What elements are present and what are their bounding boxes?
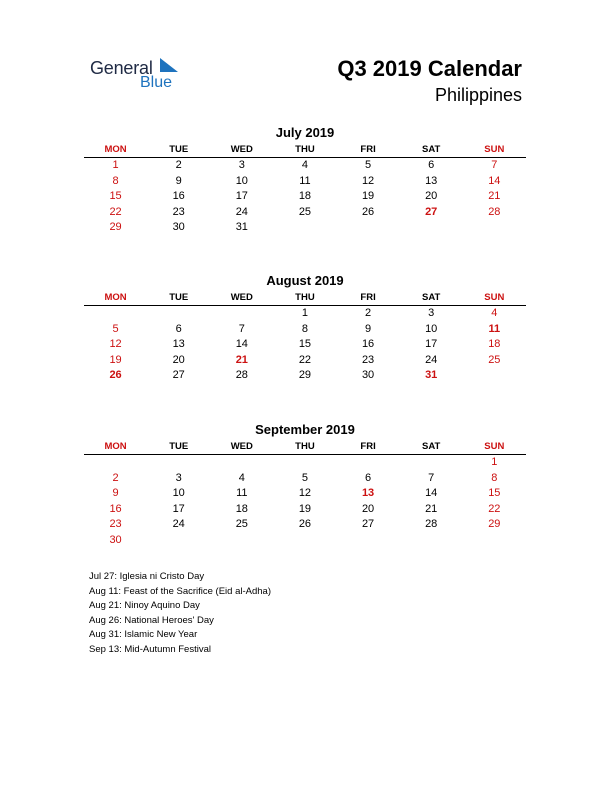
day-cell: 22	[298, 353, 312, 366]
day-cell: 2	[112, 471, 119, 484]
weekday-label: MON	[104, 292, 127, 303]
day-cell: 15	[488, 487, 501, 500]
weekday-label: THU	[295, 441, 315, 452]
day-cell: 15	[298, 338, 312, 351]
day-cell: 5	[301, 471, 308, 484]
day-cell	[463, 368, 526, 384]
day-cell	[337, 533, 400, 549]
day-cell: 13	[172, 338, 185, 351]
weekday-label: TUE	[169, 292, 189, 303]
day-cell: 3	[238, 159, 245, 171]
day-cell: 20	[425, 190, 438, 203]
holiday-day-cell: 26	[109, 369, 122, 382]
holiday-list-item: Aug 11: Feast of the Sacrifice (Eid al-Adha)	[89, 585, 271, 597]
day-cell	[337, 455, 400, 471]
day-cell: 16	[172, 190, 185, 203]
weekday-label: SAT	[422, 144, 441, 155]
weekday-label: FRI	[360, 292, 376, 303]
day-cell: 19	[298, 502, 312, 515]
day-cell: 14	[488, 174, 501, 187]
holiday-list-item: Aug 21: Ninoy Aquino Day	[89, 600, 200, 611]
day-cell: 12	[361, 174, 375, 187]
day-cell: 9	[112, 487, 119, 500]
month-august	[84, 273, 526, 384]
day-cell: 6	[175, 322, 182, 335]
day-cell: 27	[361, 518, 375, 531]
day-cell: 26	[361, 205, 375, 218]
day-cell	[147, 455, 210, 471]
weekday-label: THU	[295, 292, 315, 303]
weekday-label: WED	[230, 292, 253, 303]
day-cell	[84, 306, 147, 322]
weekday-label: SAT	[422, 292, 441, 303]
day-cell: 7	[428, 471, 435, 484]
day-cell: 12	[109, 338, 122, 351]
day-cell: 29	[298, 369, 312, 382]
weekday-label: SUN	[484, 292, 505, 303]
country-name: Philippines	[434, 85, 522, 105]
day-cell: 4	[301, 159, 308, 171]
day-cell: 19	[109, 353, 122, 366]
day-cell: 26	[298, 518, 312, 531]
day-cell: 8	[301, 322, 308, 335]
weekday-label: SAT	[422, 441, 441, 452]
day-cell: 22	[488, 502, 501, 515]
day-cell: 14	[235, 338, 248, 351]
day-cell: 23	[109, 518, 122, 531]
day-cell: 29	[109, 221, 122, 234]
day-cell: 12	[298, 487, 312, 500]
day-cell: 2	[175, 159, 182, 171]
day-cell	[273, 533, 336, 549]
day-cell	[463, 220, 526, 236]
day-cell: 19	[361, 190, 375, 203]
day-cell: 2	[365, 307, 372, 319]
weekday-label: TUE	[169, 441, 189, 452]
day-cell	[463, 533, 526, 549]
weekday-label: FRI	[360, 441, 376, 452]
month-july	[84, 125, 526, 236]
month-title: July 2019	[275, 125, 335, 140]
page-title: Q3 2019 Calendar	[337, 56, 522, 81]
weekday-header-row	[84, 143, 526, 158]
day-cell	[273, 220, 336, 236]
weekday-label: MON	[104, 144, 127, 155]
holiday-list-item: Aug 31: Islamic New Year	[89, 629, 198, 640]
day-cell: 25	[235, 518, 248, 531]
day-cell: 15	[109, 190, 122, 203]
day-cell: 21	[488, 190, 501, 203]
weekday-label: SUN	[484, 144, 505, 155]
day-cell: 6	[365, 471, 372, 484]
day-cell: 3	[428, 307, 435, 319]
day-cell: 4	[238, 471, 245, 484]
weekday-label: WED	[230, 441, 253, 452]
holiday-day-cell: 27	[425, 205, 438, 218]
month-september	[84, 422, 526, 549]
day-grid	[84, 306, 526, 384]
weekday-label: WED	[230, 144, 253, 155]
day-cell: 23	[172, 205, 185, 218]
logo-blue-text: Blue	[140, 74, 173, 91]
day-cell: 18	[298, 190, 312, 203]
weekday-header-row	[84, 291, 526, 306]
day-cell: 10	[235, 174, 248, 187]
day-cell: 28	[425, 518, 438, 531]
day-cell: 30	[361, 369, 375, 382]
day-cell	[210, 455, 273, 471]
day-cell: 4	[491, 307, 498, 319]
holiday-list-item: Sep 13: Mid-Autumn Festival	[89, 643, 211, 655]
month-title: September 2019	[255, 422, 355, 437]
day-cell: 24	[235, 205, 248, 218]
day-cell: 20	[361, 502, 375, 515]
day-cell: 30	[109, 533, 122, 546]
weekday-label: MON	[104, 441, 127, 452]
holiday-list-item: Jul 27: Iglesia ni Cristo Day	[89, 571, 205, 582]
day-cell	[400, 220, 463, 236]
weekday-label: SUN	[484, 441, 505, 452]
day-cell: 22	[109, 205, 122, 218]
day-cell: 18	[235, 502, 248, 515]
day-cell: 9	[365, 322, 372, 335]
holiday-day-cell: 21	[235, 353, 248, 366]
day-cell: 10	[172, 487, 185, 500]
day-cell: 6	[428, 159, 435, 171]
day-cell: 18	[488, 338, 501, 351]
day-grid	[84, 455, 526, 549]
day-cell: 28	[488, 205, 501, 218]
day-cell: 7	[491, 159, 498, 171]
day-cell: 3	[175, 471, 182, 484]
day-cell: 1	[112, 159, 119, 171]
day-cell: 16	[109, 502, 122, 515]
day-cell: 20	[172, 353, 185, 366]
day-cell: 13	[425, 174, 438, 187]
day-cell	[400, 533, 463, 549]
day-cell: 21	[425, 502, 438, 515]
day-cell: 25	[488, 353, 501, 366]
day-cell	[210, 533, 273, 549]
day-cell: 8	[112, 174, 119, 187]
day-grid	[84, 158, 526, 236]
day-cell: 29	[488, 518, 501, 531]
day-cell: 1	[491, 456, 498, 468]
holiday-list	[89, 570, 271, 657]
day-cell: 5	[365, 159, 372, 171]
day-cell: 1	[301, 307, 308, 319]
day-cell: 31	[235, 221, 248, 234]
day-cell: 9	[175, 174, 182, 187]
day-cell: 23	[361, 353, 375, 366]
holiday-day-cell: 11	[488, 322, 501, 335]
day-cell	[147, 306, 210, 322]
day-cell	[147, 533, 210, 549]
generalblue-logo	[88, 56, 188, 96]
day-cell: 14	[425, 487, 438, 500]
weekday-label: THU	[295, 144, 315, 155]
day-cell: 5	[112, 322, 119, 335]
weekday-label: TUE	[169, 144, 189, 155]
day-cell: 27	[172, 369, 185, 382]
day-cell: 11	[236, 487, 248, 500]
day-cell: 17	[172, 502, 185, 515]
day-cell: 7	[238, 322, 245, 335]
weekday-header-row	[84, 440, 526, 455]
day-cell: 16	[361, 338, 375, 351]
weekday-label: FRI	[360, 144, 376, 155]
day-cell	[210, 306, 273, 322]
day-cell	[84, 455, 147, 471]
logo-flag-icon	[160, 58, 180, 74]
month-title: August 2019	[266, 273, 344, 288]
day-cell: 28	[235, 369, 248, 382]
day-cell: 11	[299, 174, 311, 187]
holiday-list-item: Aug 26: National Heroes' Day	[89, 614, 214, 626]
day-cell: 8	[491, 471, 498, 484]
day-cell: 17	[425, 338, 438, 351]
day-cell: 17	[235, 190, 248, 203]
day-cell: 24	[425, 353, 438, 366]
logo-general-text: General	[90, 58, 153, 78]
day-cell: 24	[172, 518, 185, 531]
day-cell	[273, 455, 336, 471]
holiday-day-cell: 31	[425, 369, 438, 382]
day-cell: 30	[172, 221, 185, 234]
day-cell: 10	[425, 322, 438, 335]
day-cell	[400, 455, 463, 471]
holiday-day-cell: 13	[361, 487, 375, 500]
day-cell: 25	[298, 205, 312, 218]
day-cell	[337, 220, 400, 236]
